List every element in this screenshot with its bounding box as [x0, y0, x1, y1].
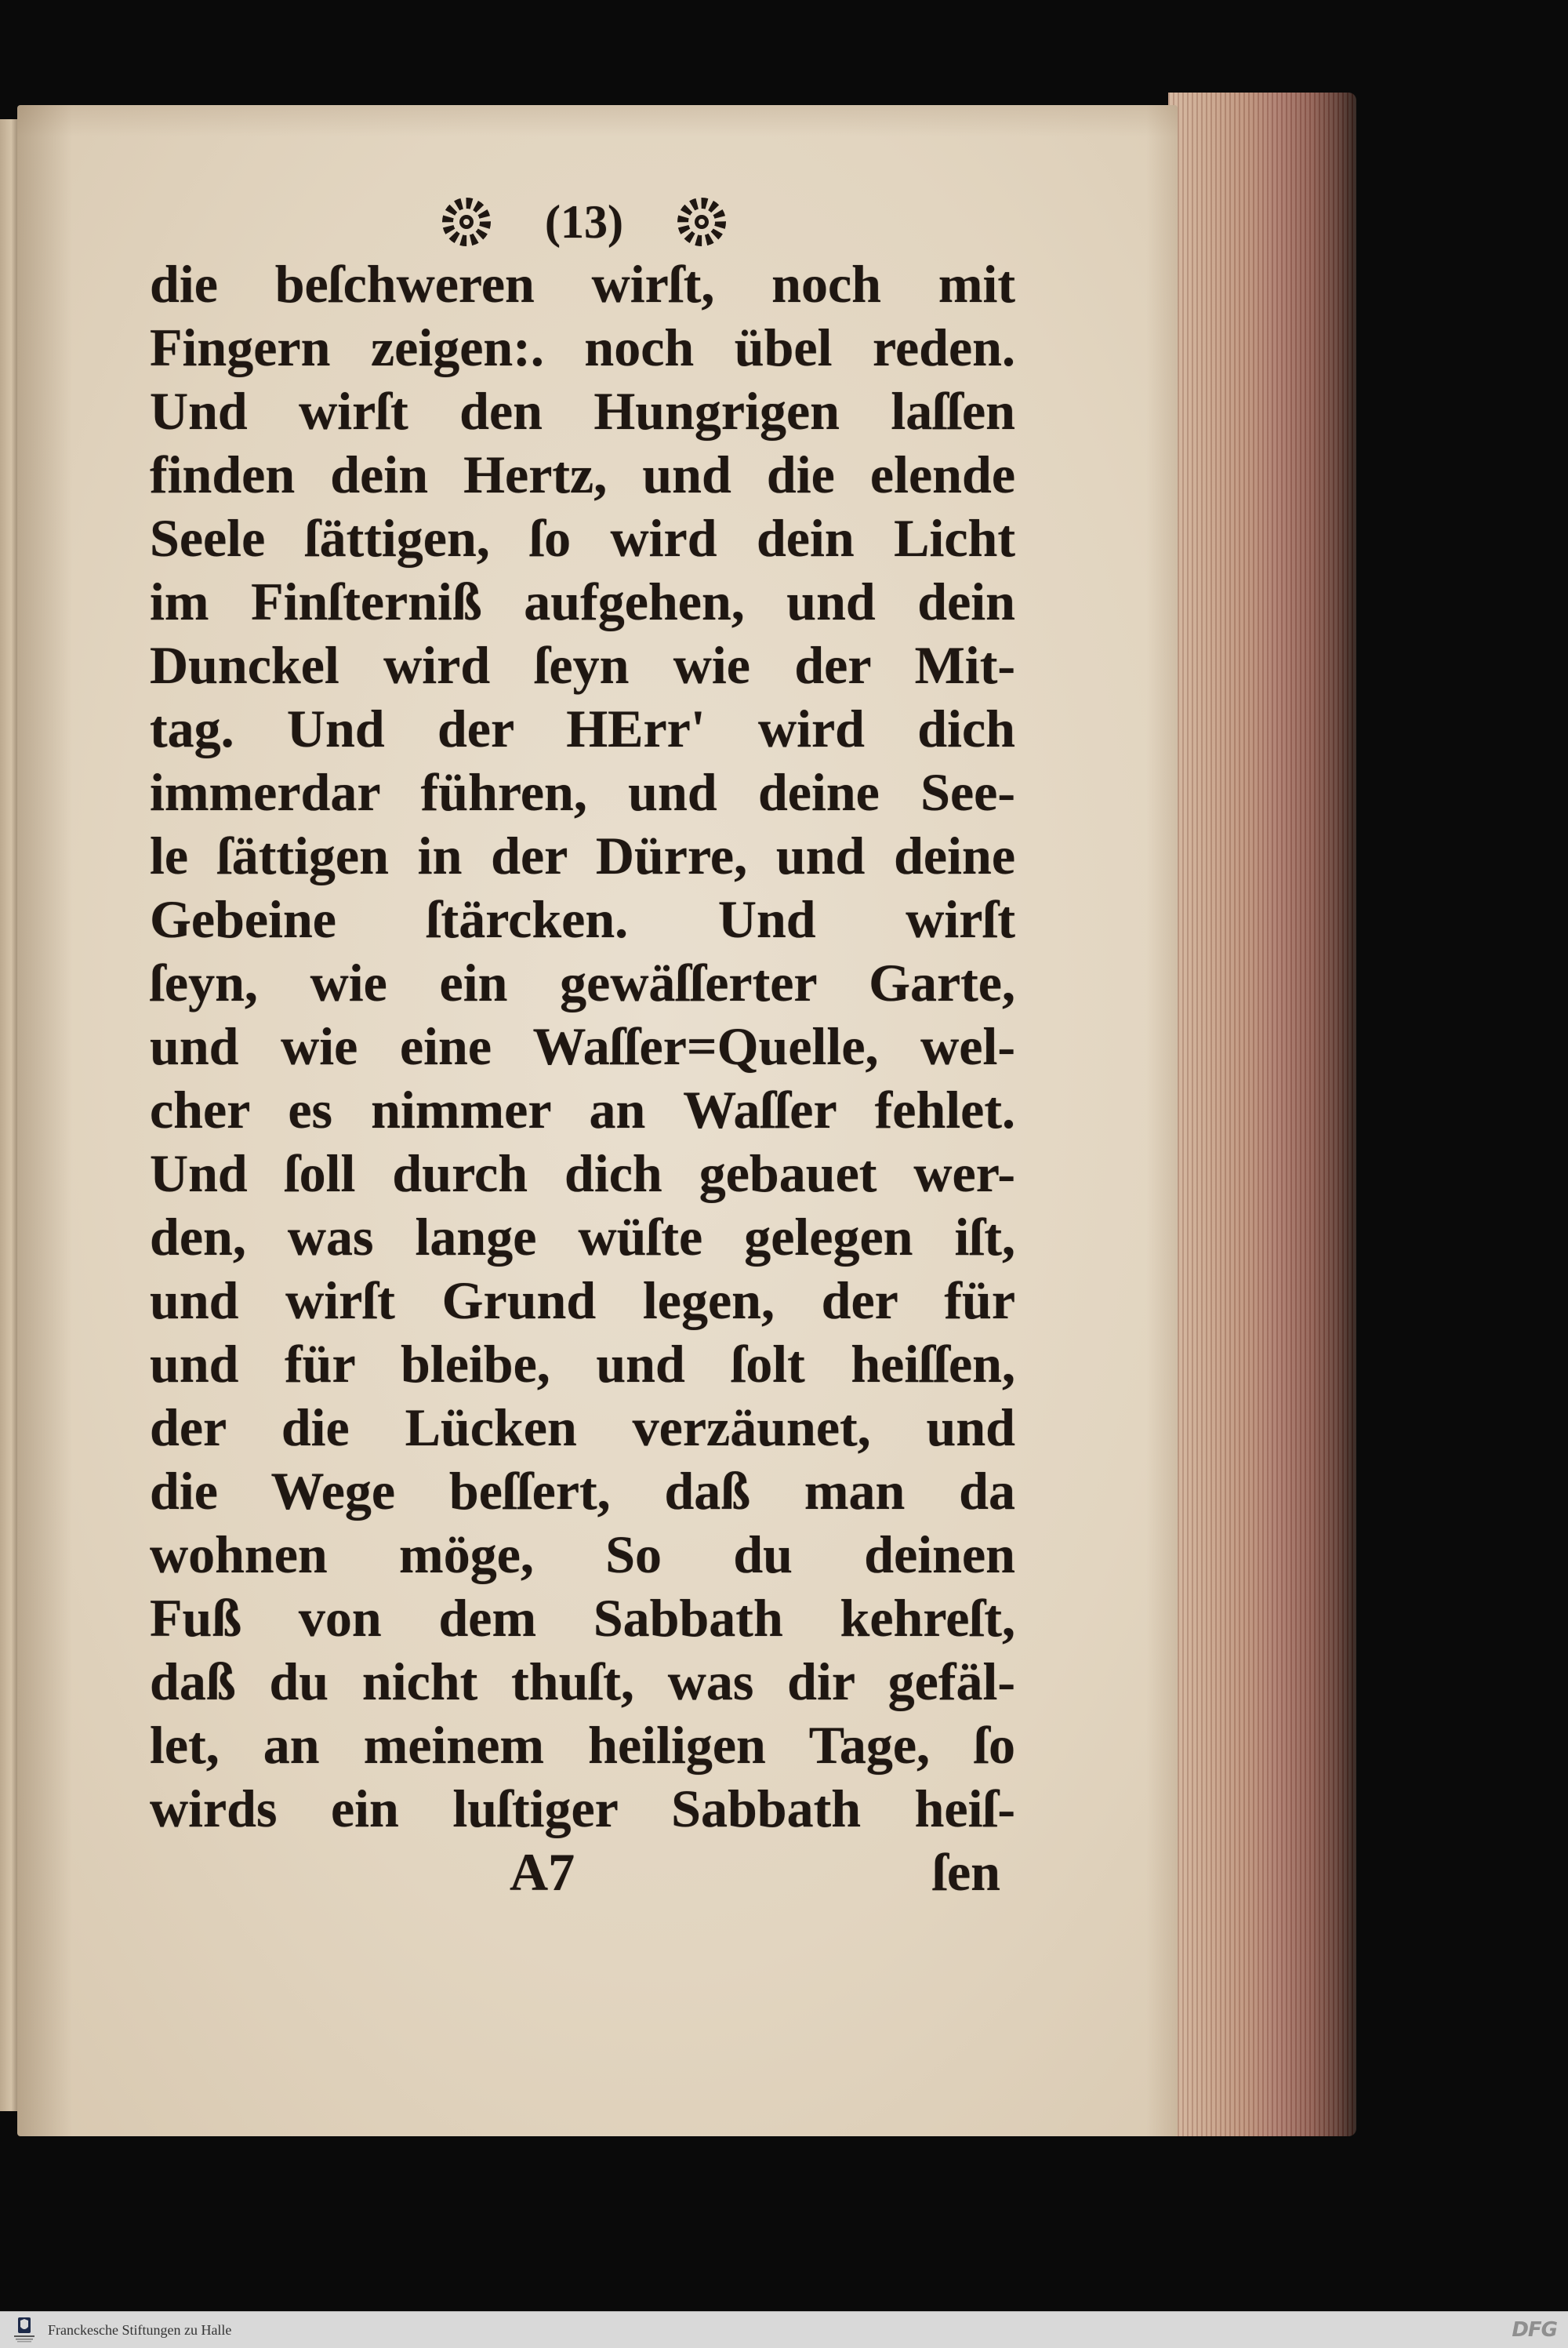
- text-line: wohnen möge, So du deinen: [150, 1525, 1015, 1584]
- page-number: (13): [545, 196, 623, 248]
- text-line: immerdar führen, und deine See-: [150, 762, 1015, 822]
- text-line: die Wege beſſert, daß man da: [150, 1461, 1015, 1521]
- signature-mark: A7: [510, 1842, 575, 1902]
- book-page-edges: [1168, 93, 1356, 2136]
- text-line: le ſättigen in der Dürre, und deine: [150, 826, 1015, 885]
- text-line: Gebeine ſtärcken. Und wirſt: [150, 889, 1015, 949]
- text-line: und wie eine Waſſer=Quelle, wel-: [150, 1016, 1015, 1076]
- text-line: finden dein Hertz, und die elende: [150, 445, 1015, 504]
- text-line: und wirſt Grund legen, der für: [150, 1270, 1015, 1330]
- text-line: Und wirſt den Hungrigen laſſen: [150, 381, 1015, 441]
- text-line: der die Lücken verzäunet, und: [150, 1398, 1015, 1457]
- text-line: im Finſterniß aufgehen, und dein: [150, 572, 1015, 631]
- flower-ornament-icon: [674, 194, 729, 249]
- text-line: wirds ein luſtiger Sabbath heiſ-: [150, 1779, 1015, 1838]
- text-line: cher es nimmer an Waſſer fehlet.: [150, 1080, 1015, 1139]
- text-line: ſeyn, wie ein gewäſſerter Garte,: [150, 953, 1015, 1012]
- page-footer: [150, 1841, 1015, 1904]
- text-line: Fingern zeigen:. noch übel reden.: [150, 318, 1015, 377]
- text-line: let, an meinem heiligen Tage, ſo: [150, 1715, 1015, 1775]
- text-line: die beſchweren wirſt, noch mit: [150, 254, 1015, 314]
- text-line: tag. Und der HErr' wird dich: [150, 699, 1015, 758]
- text-line: Seele ſättigen, ſo wird dein Licht: [150, 508, 1015, 568]
- flower-ornament-icon: [439, 194, 494, 249]
- body-text: [150, 253, 1015, 1904]
- text-line: den, was lange wüſte gelegen iſt,: [150, 1207, 1015, 1267]
- viewer-footer-bar: [0, 2311, 1568, 2348]
- running-head: [439, 191, 729, 253]
- text-line: Fuß von dem Sabbath kehreſt,: [150, 1588, 1015, 1648]
- text-line: und für bleibe, und ſolt heiſſen,: [150, 1334, 1015, 1394]
- catchword: ſen: [932, 1842, 1000, 1902]
- text-line: Dunckel wird ſeyn wie der Mit-: [150, 635, 1015, 695]
- funder-logo-text: DFG: [1512, 2318, 1557, 2342]
- institution-name: Franckesche Stiftungen zu Halle: [48, 2322, 232, 2338]
- text-line: Und ſoll durch dich gebauet wer-: [150, 1143, 1015, 1203]
- text-line: daß du nicht thuſt, was dir gefäl-: [150, 1652, 1015, 1711]
- institution-logo-icon: [11, 2316, 38, 2344]
